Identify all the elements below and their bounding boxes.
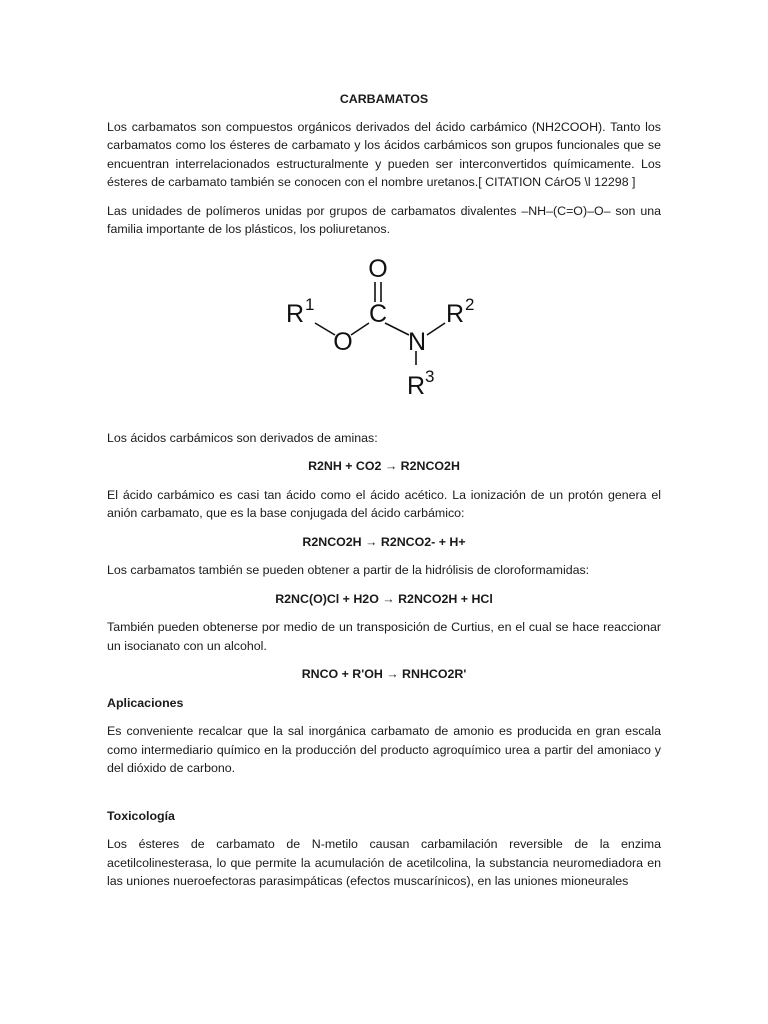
paragraph-intro: Los carbamatos son compuestos orgánicos derivados del ácido carbámico (NH2COOH). Tanto los carbamatos como los ésteres de carbamato y los ácidos carbámicos son grupos funcionales que se encuentran interrelacionados estructuralmente y pueden ser interconvertidos químicamente. Los ésteres de carbamato también se conocen con el nombre uretanos.[ CITATION CárO5 \l 12298 ] [107,119,661,189]
heading-toxicology: Toxicología [107,808,175,823]
atom-oxygen-carbonyl: O [368,254,388,283]
document-body [107,90,661,901]
substituent-r3: R [407,371,426,400]
substituent-r2: R [446,299,465,328]
paragraph-applications: Es conveniente recalcar que la sal inorgánica carbamato de amonio es producida en gran escala como intermediario químico en la producción del producto agroquímico urea a partir del amoniaco y del dióxido de carbono. [107,724,661,775]
substituent-r2-superscript: 2 [465,294,475,314]
heading-applications: Aplicaciones [107,695,184,710]
equation-ionization: R2NCO2H → R2NCO2- + H+ [302,534,466,549]
paragraph-polymers: Las unidades de polímeros unidas por grupos de carbamatos divalentes –NH–(C=O)–O– son una familia importante de los plásticos, los poliuretanos. [107,203,661,236]
carbamate-structure-figure [107,249,661,421]
paragraph-curtius: También pueden obtenerse por medio de un transposición de Curtius, en el cual se hace reaccionar un isocianato con un alcohol. [107,620,661,653]
substituent-r1: R [286,299,305,328]
substituent-r1-superscript: 1 [305,294,315,314]
paragraph-hydrolysis: Los carbamatos también se pueden obtener a partir de la hidrólisis de cloroformamidas: [107,563,590,577]
substituent-r3-superscript: 3 [425,366,435,386]
equation-amine-co2: R2NH + CO2 → R2NCO2H [308,459,460,473]
paragraph-acidity: El ácido carbámico es casi tan ácido como el ácido acético. La ionización de un protón genera el anión carbamato, que es la base conjugada del ácido carbámico: [107,487,661,520]
equation-isocyanate: RNCO + R'OH → RNHCO2R' [301,667,467,681]
atom-carbon: C [368,299,388,328]
document-title: CARBAMATOS [339,92,429,106]
atom-oxygen-ester: O [333,327,353,356]
spacer [107,788,661,807]
paragraph-amines: Los ácidos carbámicos son derivados de aminas: [107,430,378,445]
atom-nitrogen: N [407,327,427,356]
equation-chloroformamide: R2NC(O)Cl + H2O → R2NCO2H + HCl [275,591,493,606]
carbamate-structure-diagram [277,249,497,421]
paragraph-toxicology: Los ésteres de carbamato de N-metilo causan carbamilación reversible de la enzima acetilcolinesterasa, lo que permite la acumulación de acetilcolina, la substancia neuromediadora en las uniones nueroefectoras parasimpáticas (efectos muscarínicos), en las uniones mioneurales [107,837,661,888]
